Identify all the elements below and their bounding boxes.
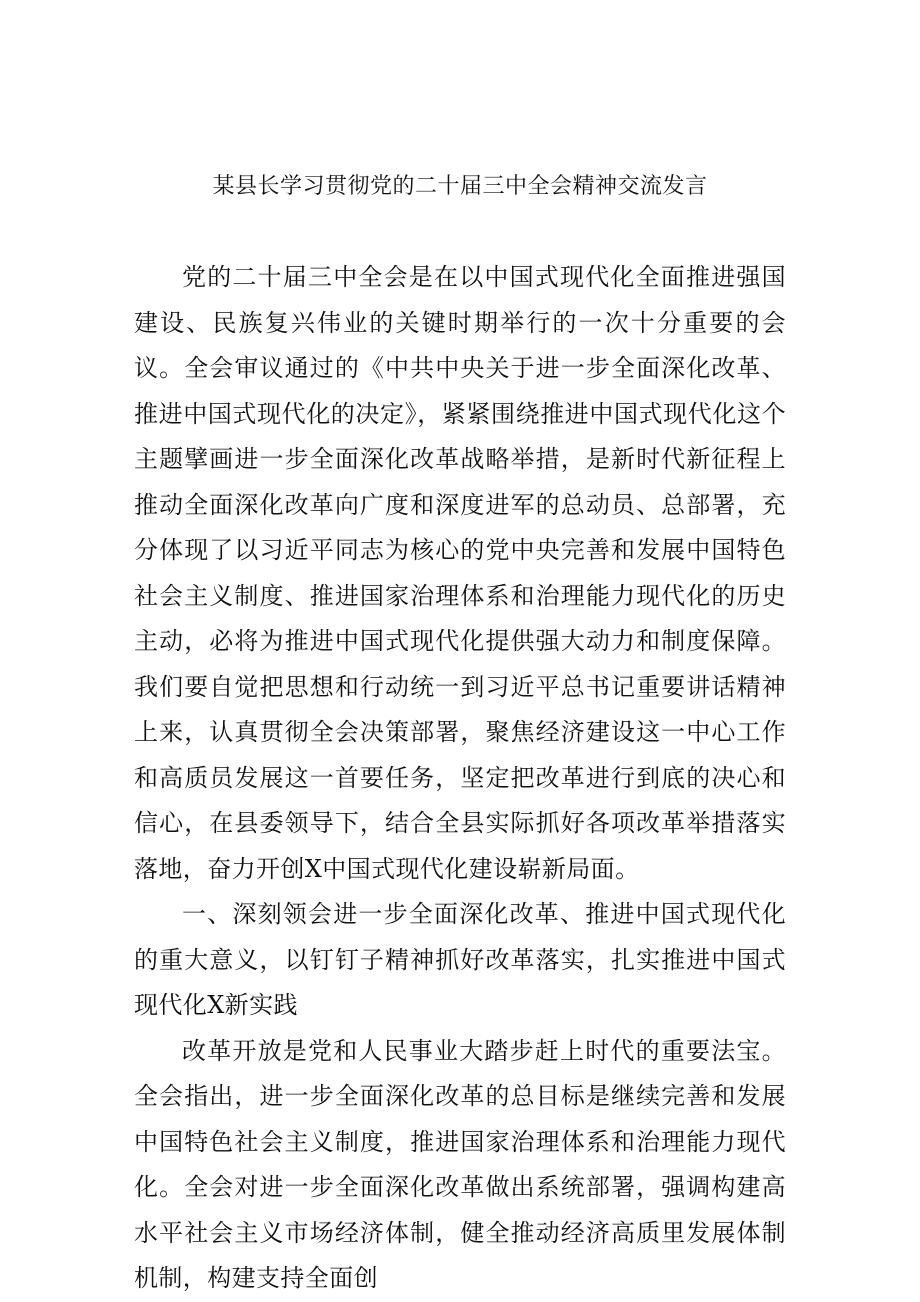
paragraph-intro: 党的二十届三中全会是在以中国式现代化全面推进强国建设、民族复兴伟业的关键时期举行的一次十分重要的会议。全会审议通过的《中共中央关于进一步全面深化改革、推进中国式现代化的决定》，紧紧围绕推进中国式现代化这个主题擘画进一步全面深化改革战略举措，是新时代新征程上推动全面深化改革向广度和深度进军的总动员、总部署，充分体现了以习近平同志为核心的党中央完善和发展中国特色社会主义制度、推进国家治理体系和治理能力现代化的历史主动，必将为推进中国式现代化提供强大动力和制度保障。我们要自觉把思想和行动统一到习近平总书记重要讲话精神上来，认真贯彻全会决策部署，聚焦经济建设这一中心工作和高质员发展这一首要任务，坚定把改革进行到底的决心和信心，在县委领导下，结合全县实际抓好各项改革举措落实落地，奋力开创X中国式现代化建设崭新局面。 [134,263,786,883]
document-title: 某县长学习贯彻党的二十届三中全会精神交流发言 [212,174,708,199]
document-body [134,255,786,1302]
section-heading-one: 一、深刻领会进一步全面深化改革、推进中国式现代化的重大意义，以钉钉子精神抓好改革落实，扎实推进中国式现代化X新实践 [134,900,786,1019]
paragraph-reform: 改革开放是党和人民事业大踏步赶上时代的重要法宝。全会指出，进一步全面深化改革的总目标是继续完善和发展中国特色社会主义制度，推进国家治理体系和治理能力现代化。全会对进一步全面深化改革做出系统部署，强调构建高水平社会主义市场经济体制，健全推动经济高质里发展体制机制，构建支持全面创 [134,1036,786,1292]
